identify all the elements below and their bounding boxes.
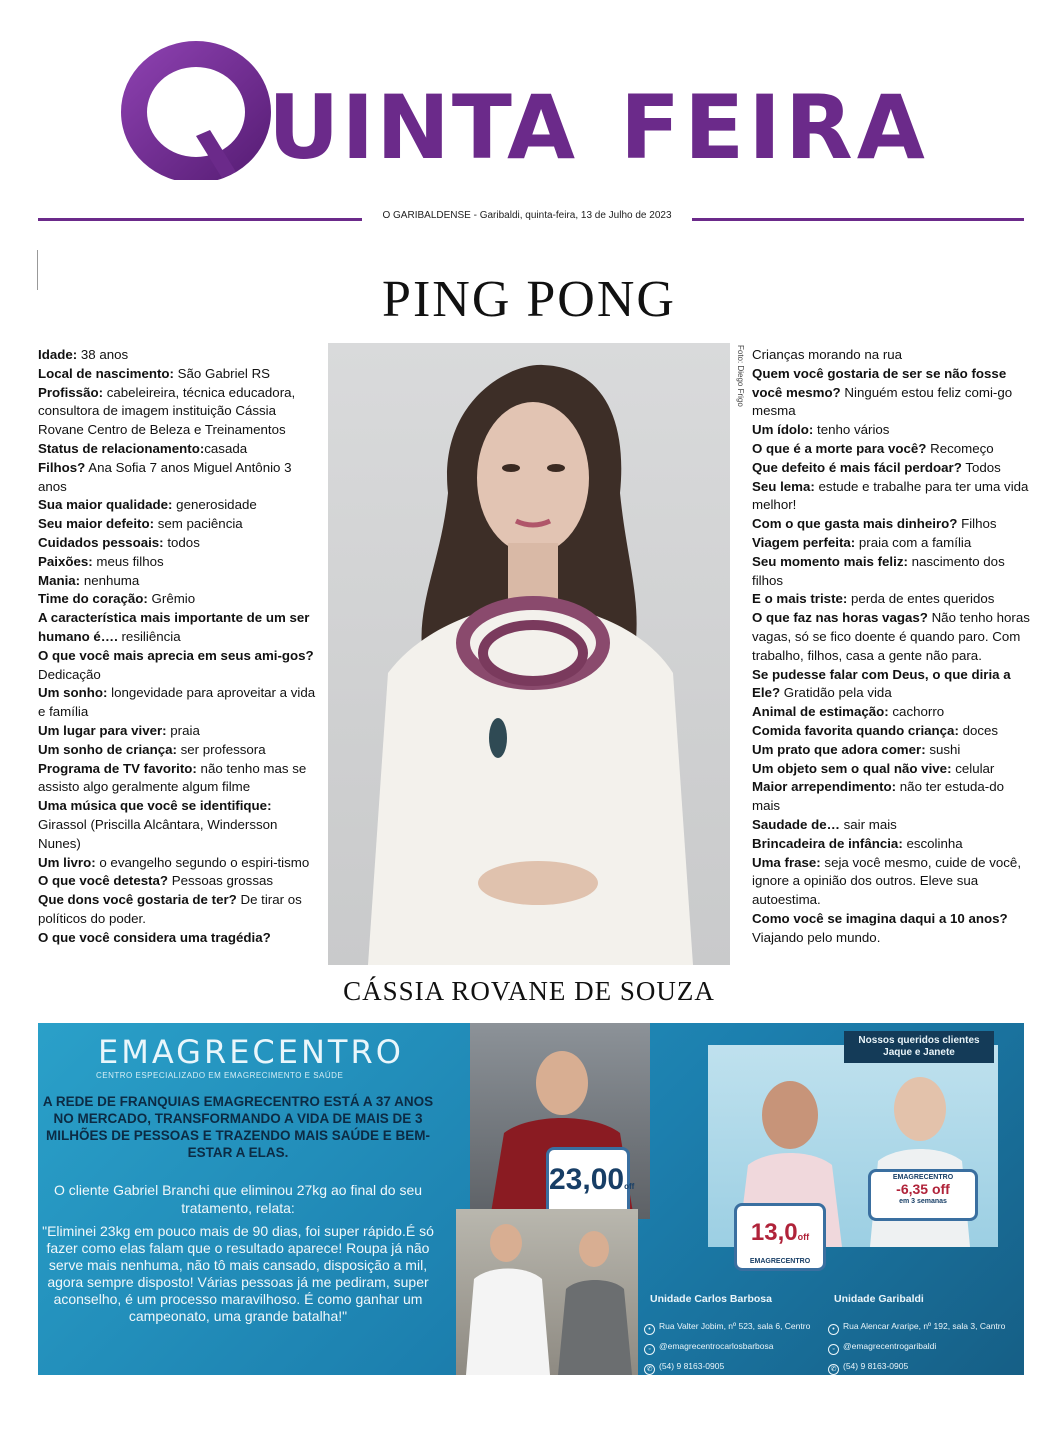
unit-garibaldi-address [828,1321,1005,1335]
qa-question: Idade: [38,347,78,362]
qa-answer: De tirar os políticos do poder. [38,892,302,926]
qa-question: Programa de TV favorito: [38,760,197,776]
qa-question: Mania: [38,572,81,588]
qa-item [752,440,1032,459]
unit-garibaldi-title: Unidade Garibaldi [834,1293,924,1305]
qa-item [752,553,1032,591]
clients-label: Nossos queridos clientes Jaque e Janete [844,1031,994,1063]
address-text: Rua Alencar Araripe, nº 192, sala 3, Cantro [843,1321,1006,1331]
qa-answer: Viajando pelo mundo. [752,929,881,945]
logo-q-mark [118,40,278,180]
qa-question: Uma música que você se identifique: [38,798,272,814]
qa-question: Brincadeira de infância: [752,835,903,851]
qa-item [752,534,1032,553]
qa-item [38,891,322,929]
qa-answer: doces [958,722,999,738]
qa-item [38,854,322,873]
qa-item [752,346,1032,365]
qa-answer: sushi [925,741,961,757]
result-value: 13,0 [750,1219,798,1246]
qa-item [38,760,322,798]
emagrecentro-advertisement [38,1023,1024,1375]
qa-item [38,515,322,534]
qa-answer: Gratidão pela vida [780,685,892,701]
qa-item [38,553,322,572]
qa-question: E o mais triste: [752,591,848,607]
qa-item [752,741,1032,760]
phone-icon: ✆ [644,1364,655,1375]
qa-question: O que você mais aprecia em seus ami-gos? [38,647,314,663]
qa-answer: nascimento dos filhos [752,553,1005,588]
qa-question: Sua maior qualidade: [38,497,173,513]
qa-answer: escolinha [902,835,963,851]
qa-answer: perda de entes queridos [847,591,995,607]
photo-caption: CÁSSIA ROVANE DE SOUZA [343,976,715,1006]
qa-question: Um objeto sem o qual não vive: [752,760,952,776]
phone-text: (54) 9 8163-0905 [843,1361,909,1371]
qa-answer: nenhuma [80,572,140,588]
qa-answer: generosidade [172,497,257,513]
qa-question: Um livro: [38,854,96,870]
qa-answer: Crianças morando na rua [752,347,903,362]
qa-question: Um prato que adora comer: [752,741,926,757]
logo-word-uinta: UINTA [268,76,578,179]
unit-carlos-barbosa-address [644,1321,810,1335]
qa-answer: seja você mesmo, cuide de você, ignore a opinião dos outros. Eleve sua autoestima. [752,854,1022,908]
qa-item [752,478,1032,516]
qa-question: Animal de estimação: [752,704,889,720]
qa-item [38,741,322,760]
qa-answer: sair mais [839,816,897,832]
before-after-illustration [456,1209,638,1375]
result-period: em 3 semanas [899,1198,947,1205]
qa-answer: longevidade para aproveitar a vida e família [38,685,316,720]
qa-answer: estude e trabalhe para ter uma vida melhor! [752,478,1029,513]
qa-item [752,778,1032,816]
qa-question: Maior arrependimento: [752,779,897,795]
result-unit: off [624,1182,635,1191]
qa-question: Que defeito é mais fácil perdoar? [752,459,962,475]
dateline: O GARIBALDENSE - Garibaldi, quinta-feira, 13 de Julho de 2023 [382,210,672,221]
qa-item [752,835,1032,854]
qa-answer: São Gabriel RS [173,365,271,381]
qa-answer: cachorro [888,704,945,720]
qa-question: Um sonho: [38,685,108,701]
qa-question: O que você considera uma tragédia? [38,929,271,945]
qa-item [38,346,322,365]
qa-answer: Todos [961,459,1001,475]
qa-answer: praia com a família [855,534,972,550]
qa-answer: Filhos [957,516,997,532]
qa-answer: praia [166,722,200,738]
qa-item [752,816,1032,835]
qa-question: Local de nascimento: [38,365,174,381]
qa-item [38,534,322,553]
qa-answer: sem paciência [154,516,243,532]
qa-item [752,421,1032,440]
result-unit: off [797,1232,810,1242]
client-before-after-photo [456,1209,638,1375]
location-pin-icon: • [828,1324,839,1335]
qa-item [38,797,322,853]
ad-headline: A REDE DE FRANQUIAS EMAGRECENTRO ESTÁ A 37 ANOS NO MERCADO, TRANSFORMANDO A VIDA DE MAIS DE 3 MILHÕES DE PESSOAS E TRAZENDO MAIS SAÚDE E BEM-ESTAR A ELAS. [42,1094,434,1160]
masthead [0,0,1058,230]
qa-question: O que você detesta? [38,873,169,889]
card-brand: EMAGRECENTRO [892,1174,954,1181]
qa-answer: Ana Sofia 7 anos Miguel Antônio 3 anos [38,459,292,494]
result-value: 23,00 [549,1163,625,1196]
qa-question: Seu momento mais feliz: [752,553,908,569]
ad-lead: O cliente Gabriel Branchi que eliminou 27kg ao final do seu tratamento, relata: [53,1182,423,1216]
qa-answer: Grêmio [147,591,196,607]
qa-item [38,496,322,515]
qa-item [752,703,1032,722]
result-value: -6,35 off [896,1181,950,1197]
unit-carlos-barbosa-instagram [644,1341,773,1355]
qa-item [38,572,322,591]
qa-question: Seu lema: [752,478,815,494]
qa-item [752,365,1032,421]
qa-answer: tenho vários [813,422,890,438]
qa-question: O que faz nas horas vagas? [752,610,928,626]
qa-question: Uma frase: [752,854,821,870]
qa-item [752,760,1032,779]
qa-answer: Girassol (Priscilla Alcântara, Windersson Nunes) [38,816,278,851]
right-column [752,346,1032,948]
qa-answer: Não tenho horas vagas, só se fico doente é quando paro. Com trabalho, filhos, casa a gente não para. [752,610,1030,663]
unit-garibaldi-phone [828,1361,908,1375]
qa-answer: Ninguém estou feliz comi-go mesma [752,384,1013,419]
phone-text: (54) 9 8163-0905 [659,1361,725,1371]
qa-question: Um lugar para viver: [38,722,167,738]
qa-answer: resiliência [117,628,181,644]
portrait-illustration [328,343,730,965]
qa-question: Seu maior defeito: [38,516,154,532]
qa-question: Profissão: [38,384,104,400]
qa-item [752,515,1032,534]
qa-answer: 38 anos [77,347,129,362]
instagram-text: @emagrecentrogaribaldi [843,1341,937,1351]
qa-question: Saudade de… [752,816,840,832]
qa-question: Filhos? [38,459,86,475]
qa-item [38,365,322,384]
location-pin-icon: • [644,1324,655,1335]
qa-answer: todos [163,534,200,550]
qa-answer: não ter estuda-do mais [752,779,1005,814]
address-text: Rua Valter Jobim, nº 523, sala 6, Centro [659,1321,811,1331]
qa-question: Time do coração: [38,591,148,607]
qa-item [752,590,1032,609]
qa-question: O que é a morte para você? [752,440,927,456]
qa-answer: não tenho mas se assisto algo geralmente algum filme [38,760,307,795]
qa-question: A característica mais importante de um ser humano é…. [38,610,310,644]
qa-question: Um sonho de criança: [38,741,177,757]
qa-question: Quem você gostaria de ser se não fosse você mesmo? [752,365,1007,400]
ad-testimonial: "Eliminei 23kg em pouco mais de 90 dias, foi super rápido.É só fazer como elas falam que o resultado aparece! Roupa já não serve mais nenhuma, não tô mais cansado, disposição a mil, agora sempre disposto! Várias pessoas já me pediram, super aconselho, é um processo maravilhoso. É como ganhar um campeonato, uma grande batalha!" [42,1223,434,1324]
qa-answer: celular [951,760,995,776]
qa-item [38,459,322,497]
phone-icon: ✆ [828,1364,839,1375]
qa-item [38,684,322,722]
qa-question: Viagem perfeita: [752,534,856,550]
qa-question: Que dons você gostaria de ter? [38,892,237,908]
qa-question: Paixões: [38,553,93,569]
qa-item [38,590,322,609]
instagram-text: @emagrecentrocarlosbarbosa [659,1341,774,1351]
ad-brand-subtitle: CENTRO ESPECIALIZADO EM EMAGRECIMENTO E SAÚDE [96,1071,344,1080]
qa-item [752,722,1032,741]
unit-garibaldi-instagram [828,1341,936,1355]
qa-answer: Recomeço [926,440,994,456]
instagram-icon: ◦ [828,1344,839,1355]
unit-carlos-barbosa-title: Unidade Carlos Barbosa [650,1293,772,1305]
qa-question: Com o que gasta mais dinheiro? [752,516,958,532]
unit-carlos-barbosa-phone [644,1361,724,1375]
qa-item [752,459,1032,478]
qa-question: Um ídolo: [752,422,814,438]
qa-question: Comida favorita quando criança: [752,722,959,738]
qa-answer: ser professora [176,741,266,757]
qa-item [752,609,1032,665]
qa-item [752,910,1032,948]
qa-item [38,609,322,647]
qa-answer: meus filhos [92,553,164,569]
qa-question: Como você se imagina daqui a 10 anos? [752,910,1008,926]
qa-item [38,872,322,891]
portrait-photo [328,343,730,965]
card-brand: EMAGRECENTRO [749,1258,811,1265]
result-card-13 [734,1203,826,1271]
qa-item [38,440,322,459]
qa-answer: o evangelho segundo o espiri-tismo [95,854,310,870]
qa-item [752,854,1032,910]
ad-brand: EMAGRECENTRO [98,1033,404,1071]
qa-item [752,666,1032,704]
qa-item [38,929,322,948]
logo-word-feira: FEIRA [620,76,929,179]
qa-item [38,647,322,685]
qa-answer: Pessoas grossas [168,873,274,889]
result-card-635 [868,1169,978,1221]
photo-credit: Foto: Diego Frigo [736,345,745,407]
instagram-icon: ◦ [644,1344,655,1355]
qa-answer: casada [204,440,248,456]
qa-answer: cabeleireira, técnica educadora, consultora de imagem instituição Cássia Rovane Centro de Beleza e Treinamentos [38,384,296,438]
qa-answer: Dedicação [38,666,101,682]
qa-item [38,722,322,741]
qa-item [38,384,322,440]
left-column [38,346,322,948]
qa-question: Cuidados pessoais: [38,534,164,550]
qa-question: Status de relacionamento: [38,440,205,456]
page-title: PING PONG [382,271,676,328]
qa-question: Se pudesse falar com Deus, o que diria a Ele? [752,666,1011,701]
